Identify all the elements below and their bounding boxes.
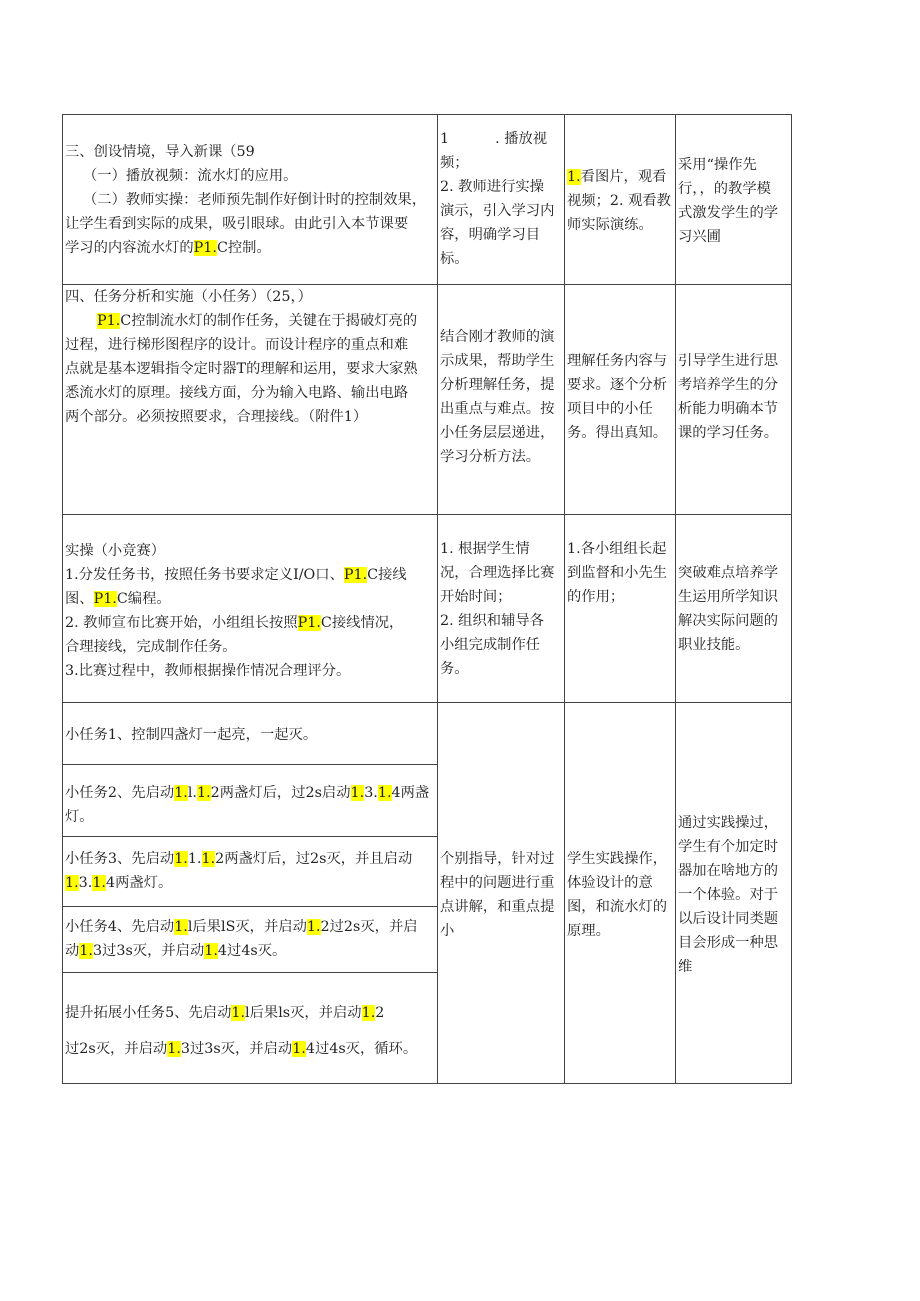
subtask-3-cell — [62, 836, 437, 906]
content-line: 图、P1.C编程。 — [65, 591, 171, 607]
content-line: 小任务2、先启动1.l.1.2两盏灯后，过2s启动1.3.1.4两盏 — [65, 785, 430, 801]
highlight: 1. — [92, 875, 106, 891]
content-line: P1.C控制流水灯的制作任务，关键在于揭破灯亮的 — [97, 313, 418, 329]
content-line: 突破难点培养学 — [678, 565, 779, 581]
content-line: 生运用所学知识 — [678, 589, 779, 605]
highlight: 1. — [567, 169, 581, 185]
content-line: 灯。 — [65, 809, 94, 825]
highlight: 1. — [167, 1041, 181, 1057]
subtask-2-cell — [62, 764, 437, 836]
content-line: 务。得出真知。 — [567, 425, 668, 441]
highlight: 1. — [350, 785, 365, 801]
content-line: 两个部分。必须按照要求，合理接线。（附件1） — [65, 409, 368, 425]
highlight: P1. — [93, 591, 117, 607]
content-line: 解决实际问题的 — [678, 613, 779, 629]
content-line: 个别指导，针对过 — [440, 851, 555, 867]
highlight: 1. — [174, 851, 188, 867]
content-line: 析能力明确本节 — [678, 401, 779, 417]
content-line: 提升拓展小任务5、先启动1.l后果ls灭，并启动1.2 — [65, 1005, 385, 1021]
highlight: 1. — [377, 785, 392, 801]
row2-content-cell — [62, 284, 437, 514]
row1-content-cell — [62, 114, 437, 284]
content-line: 课的学习任务。 — [678, 425, 779, 441]
subtask-4-cell — [62, 906, 437, 972]
content-line: 采用“操作先 — [678, 157, 757, 173]
content-line: 3.比赛过程中，教师根据操作情况合理评分。 — [65, 663, 351, 679]
subtask-1-cell — [62, 702, 437, 764]
content-line: 过2s灭，并启动1.3过3s灭，并启动1.4过4s灭，循环。 — [65, 1041, 418, 1057]
row1-intent-cell — [675, 114, 792, 284]
highlight: 1. — [174, 785, 188, 801]
content-line: 程中的问题进行重 — [440, 875, 555, 891]
content-line: 小组完成制作任 — [440, 637, 541, 653]
highlight: 1. — [196, 785, 211, 801]
content-line: 小任务3、先启动1.1.1.2两盏灯后，过2s灭，并且启动 — [65, 851, 413, 867]
highlight: 1. — [65, 875, 79, 891]
content-line: 容，明确学习目 — [440, 227, 541, 243]
content-line: 分析理解任务，提 — [440, 377, 555, 393]
content-line: 频； — [440, 155, 469, 171]
content-line: 学习分析方法。 — [440, 449, 541, 465]
row2-intent-cell — [675, 284, 792, 514]
content-line: 1.看图片，观看 — [567, 169, 667, 185]
highlight: 1. — [204, 943, 218, 959]
section-heading: 实操（小竞赛） — [65, 543, 166, 559]
highlight: 1. — [292, 1041, 306, 1057]
content-line: 视频；2. 观看教 — [567, 193, 671, 209]
highlight: P1. — [193, 240, 217, 256]
subtask-5-cell — [62, 972, 437, 1084]
highlight: 1. — [174, 919, 188, 935]
content-line: 的作用； — [567, 589, 625, 605]
content-line: 一个体验。对于 — [678, 887, 779, 903]
row3-teacher-cell — [437, 514, 564, 702]
row1-teacher-cell — [437, 114, 564, 284]
content-line: 小 — [440, 923, 455, 939]
highlight: 1. — [306, 919, 321, 935]
content-line: （一）播放视频：流水灯的应用。 — [83, 168, 298, 184]
content-line: 师实际演练。 — [567, 217, 653, 233]
highlight: P1. — [297, 615, 321, 631]
content-line: 1 . 播放视 — [440, 131, 548, 147]
row3-student-cell — [564, 514, 675, 702]
content-line: 以后设计同类题 — [678, 911, 779, 927]
content-line: 1.3.1.4两盏灯。 — [65, 875, 173, 891]
content-line: 结合刚才教师的演 — [440, 329, 555, 345]
content-line: 2. 教师宣布比赛开始，小组组长按照P1.C接线情况， — [65, 615, 404, 631]
section-heading: 四、任务分析和实施（小任务）（25，） — [65, 289, 312, 305]
row1-student-cell — [564, 114, 675, 284]
content-line: 引导学生进行思 — [678, 353, 779, 369]
content-line: 1.分发任务书，按照任务书要求定义I/O口、P1.C接线 — [65, 567, 407, 583]
row3-intent-cell — [675, 514, 792, 702]
content-line: 学生有个加定时 — [678, 839, 779, 855]
highlight: 1. — [201, 851, 216, 867]
row4-student-cell — [564, 702, 675, 1084]
content-line: 点就是基本逻辑指令定时器T的理解和运用，要求大家熟 — [65, 361, 418, 377]
content-line: 动1.3过3s灭，并启动1.4过4s灭。 — [65, 943, 287, 959]
content-line: 务。 — [440, 661, 469, 677]
content-line: 考培养学生的分 — [678, 377, 779, 393]
table-bottom-border — [62, 1083, 792, 1084]
content-line: 到监督和小先生 — [567, 565, 668, 581]
section-heading: 三、创设情境，导入新课（59 — [65, 144, 255, 160]
content-line: 开始时间； — [440, 589, 512, 605]
content-line: 器加在啥地方的 — [678, 863, 779, 879]
row3-content-cell — [62, 514, 437, 702]
content-line: 学生实践操作， — [567, 851, 668, 867]
row2-teacher-cell — [437, 284, 564, 514]
row4-intent-cell — [675, 702, 792, 1084]
highlight: P1. — [97, 313, 121, 329]
content-line: 式激发学生的学 — [678, 205, 779, 221]
content-line: 合理接线，完成制作任务。 — [65, 639, 237, 655]
content-line: 小任务1、控制四盏灯一起亮，一起灭。 — [65, 727, 318, 743]
content-line: （二）教师实操：老师预先制作好倒计时的控制效果， — [83, 192, 427, 208]
content-line: 2. 教师进行实操 — [440, 179, 544, 195]
content-line: 职业技能。 — [678, 637, 750, 653]
content-line: 学习的内容流水灯的P1.C控制。 — [65, 240, 271, 256]
lesson-plan-table — [62, 114, 792, 1084]
content-line: 出重点与难点。按 — [440, 401, 555, 417]
content-line: 2. 组织和辅导各 — [440, 613, 544, 629]
content-line: 让学生看到实际的成果，吸引眼球。由此引入本节课要 — [65, 216, 409, 232]
content-line: 演示，引入学习内 — [440, 203, 555, 219]
content-line: 标。 — [440, 251, 469, 267]
content-line: 要求。逐个分析 — [567, 377, 668, 393]
content-line: 习兴圃 — [678, 229, 721, 245]
highlight: 1. — [79, 943, 93, 959]
content-line: 示成果，帮助学生 — [440, 353, 555, 369]
row4-teacher-cell — [437, 702, 564, 1084]
content-line: 目会形成一种思 — [678, 935, 779, 951]
content-line: 项目中的小任 — [567, 401, 653, 417]
highlight: 1. — [361, 1005, 376, 1021]
content-line: 1.各小组组长起 — [567, 541, 667, 557]
content-line: 小任务层层递进， — [440, 425, 555, 441]
content-line: 行，，的教学模 — [678, 181, 771, 197]
table-right-border — [791, 114, 792, 1084]
content-line: 原理。 — [567, 923, 610, 939]
content-line: 体验设计的意 — [567, 875, 653, 891]
content-line: 况，合理选择比赛 — [440, 565, 555, 581]
content-line: 理解任务内容与 — [567, 353, 668, 369]
content-line: 1. 根据学生情 — [440, 541, 530, 557]
content-line: 点讲解，和重点提 — [440, 899, 555, 915]
row2-student-cell — [564, 284, 675, 514]
highlight: P1. — [343, 567, 368, 583]
content-line: 维 — [678, 959, 693, 975]
content-line: 悉流水灯的原理。接线方面，分为输入电路、输出电路 — [65, 385, 409, 401]
highlight: 1. — [231, 1005, 246, 1021]
content-line: 小任务4、先启动1.l后果lS灭，并启动1.2过2s灭，并启 — [65, 919, 418, 935]
content-line: 图，和流水灯的 — [567, 899, 668, 915]
content-line: 过程，进行梯形图程序的设计。而设计程序的重点和难 — [65, 337, 409, 353]
content-line: 通过实践操过， — [678, 815, 779, 831]
